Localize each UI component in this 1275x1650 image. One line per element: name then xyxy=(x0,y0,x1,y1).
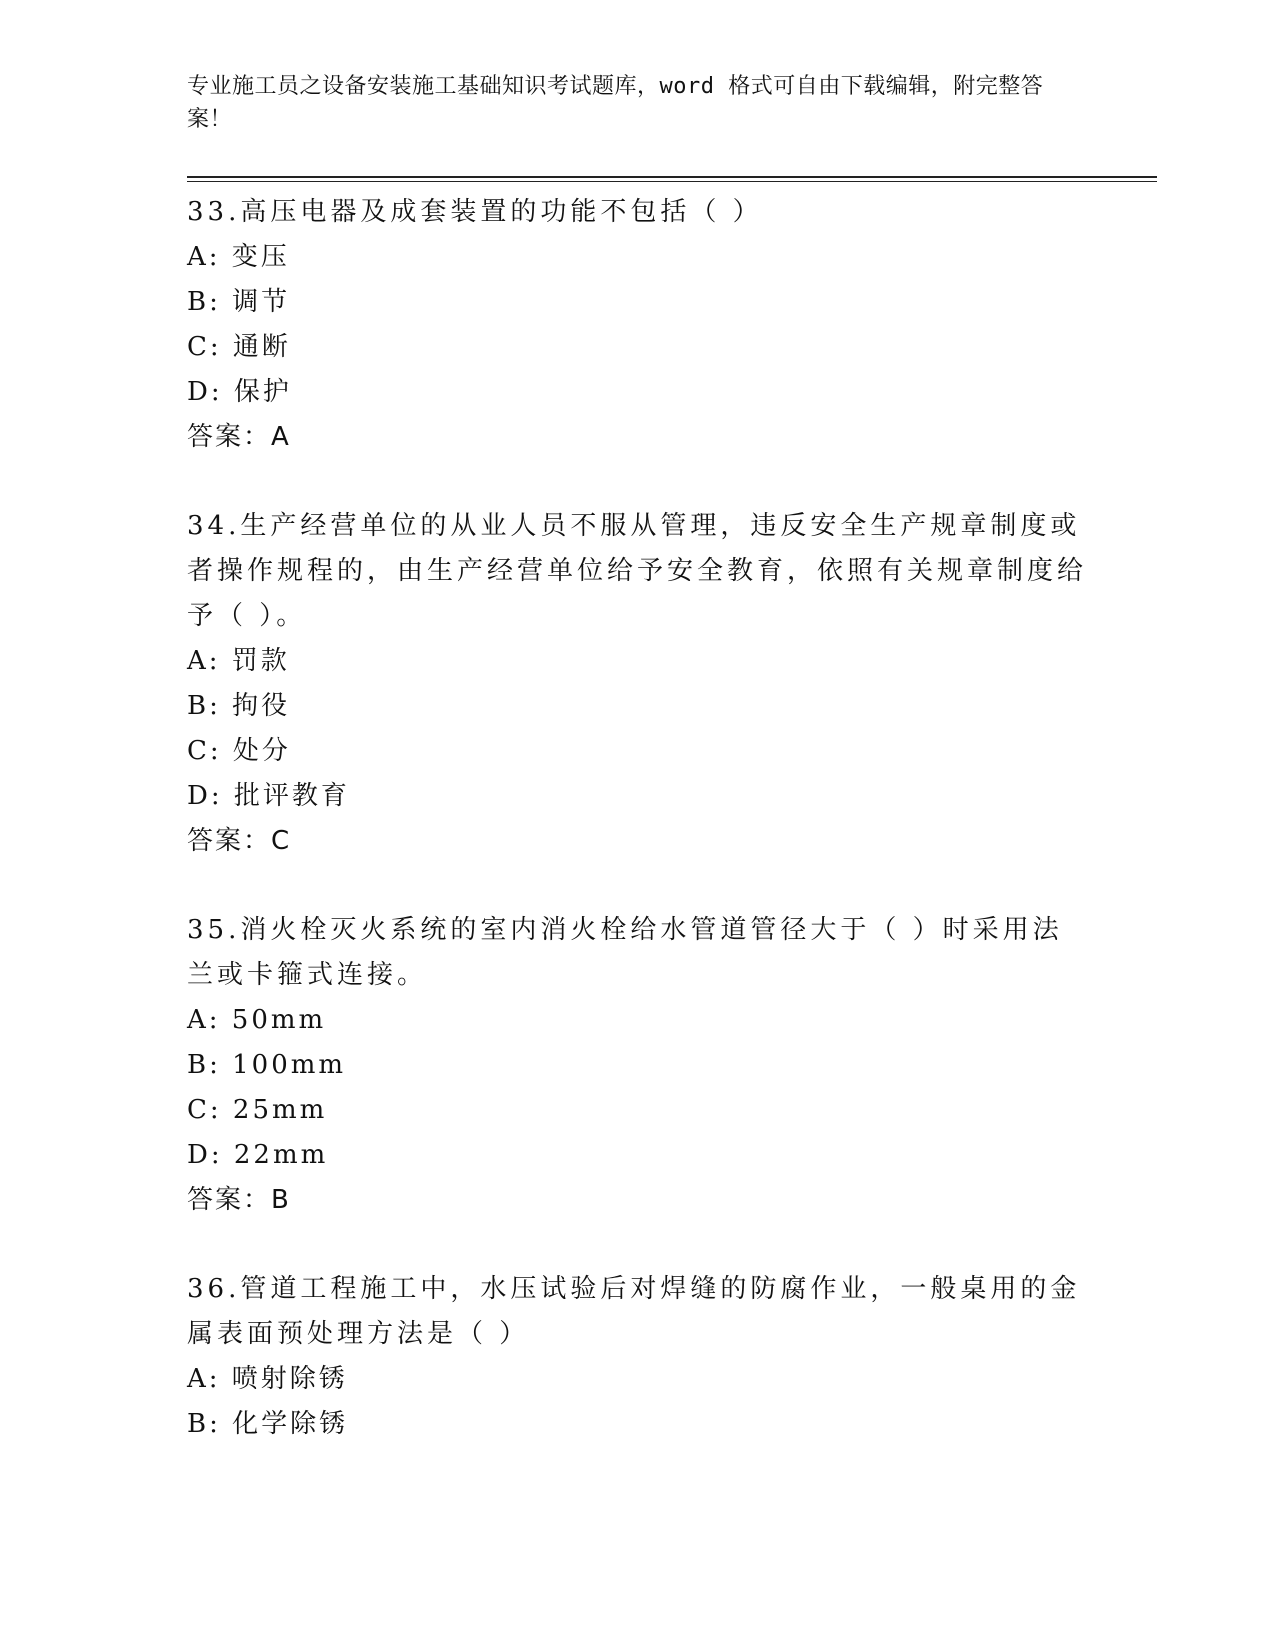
option-a: A: 罚款 xyxy=(187,646,290,676)
option-b: B: 化学除锈 xyxy=(187,1409,349,1439)
answer: 答案：A xyxy=(187,422,291,452)
question-stem: 36.管道工程施工中，水压试验后对焊缝的防腐作业，一般桌用的金属表面预处理方法是（ ） xyxy=(187,1274,1081,1349)
option-c: C: 25mm xyxy=(187,1095,328,1125)
question-stem: 34.生产经营单位的从业人员不服从管理，违反安全生产规章制度或者操作规程的，由生产经营单位给予安全教育，依照有关规章制度给予（ ）。 xyxy=(187,511,1088,631)
option-b: B: 100mm xyxy=(187,1050,347,1080)
option-c: C: 处分 xyxy=(187,736,291,766)
document-page xyxy=(187,70,1157,1447)
option-a: A: 50mm xyxy=(187,1005,327,1035)
question-36 xyxy=(187,1267,1157,1447)
option-b: B: 调节 xyxy=(187,287,291,317)
header-divider xyxy=(187,176,1157,182)
answer: 答案：C xyxy=(187,826,292,856)
question-stem: 33.高压电器及成套装置的功能不包括（ ） xyxy=(187,197,763,227)
question-34 xyxy=(187,504,1157,864)
question-33 xyxy=(187,190,1157,460)
option-c: C: 通断 xyxy=(187,332,291,362)
option-d: D: 保护 xyxy=(187,377,292,407)
document-header: 专业施工员之设备安装施工基础知识考试题库，word 格式可自由下载编辑，附完整答案！ xyxy=(187,74,1044,132)
option-a: A: 变压 xyxy=(187,242,290,272)
option-d: D: 22mm xyxy=(187,1140,329,1170)
option-d: D: 批评教育 xyxy=(187,781,350,811)
option-b: B: 拘役 xyxy=(187,691,291,721)
question-stem: 35.消火栓灭火系统的室内消火栓给水管道管径大于（ ）时采用法兰或卡箍式连接。 xyxy=(187,915,1063,990)
answer: 答案：B xyxy=(187,1185,291,1215)
question-35 xyxy=(187,908,1157,1223)
option-a: A: 喷射除锈 xyxy=(187,1364,348,1394)
